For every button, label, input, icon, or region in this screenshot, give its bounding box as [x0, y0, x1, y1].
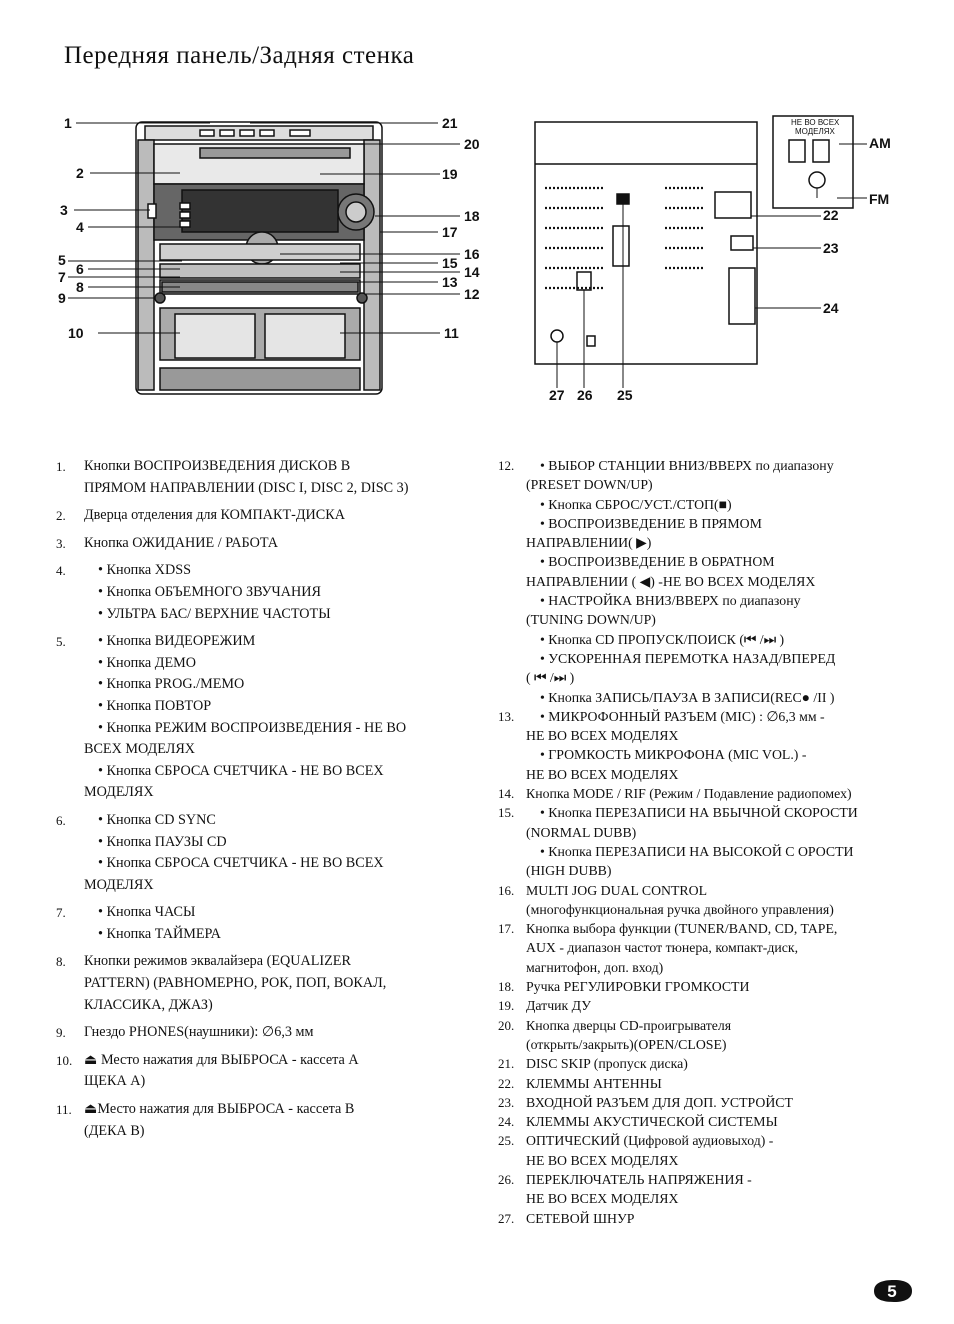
legend-item-line: КЛАССИКА, ДЖАЗ): [84, 996, 213, 1013]
legend-item-line: (ДЕКА В): [84, 1122, 145, 1139]
callout-12: 12: [464, 286, 480, 302]
legend-item-line: НЕ ВО ВСЕХ МОДЕЛЯХ: [526, 728, 679, 744]
legend-item-line: Кнопка дверцы CD-проигрывателя: [526, 1017, 732, 1033]
legend-item-line: • Кнопка ЧАСЫ: [98, 904, 196, 921]
legend-item: [498, 1054, 928, 1073]
legend-item: [498, 996, 928, 1015]
legend-item-line: НЕ ВО ВСЕХ МОДЕЛЯХ: [526, 766, 679, 782]
legend-item-number: 26.: [498, 1171, 515, 1187]
legend-item-number: 23.: [498, 1094, 515, 1110]
legend-item-line: • Кнопка ПЕРЕЗАПИСИ НА ВБЫЧНОЙ СКОРОСТИ: [540, 805, 858, 821]
legend-item-line: • Кнопка ОБЪЕМНОГО ЗВУЧАНИЯ: [98, 583, 321, 600]
legend-item-line: • Кнопка PROG./MEMO: [98, 676, 245, 693]
rear-note-line1: НЕ ВО ВСЕХ: [791, 118, 840, 127]
callout-5: 5: [58, 252, 66, 268]
callout-20: 20: [464, 136, 480, 152]
legend-item-number: 15.: [498, 805, 515, 821]
legend-item-number: 21.: [498, 1056, 515, 1072]
legend-item-number: 17.: [498, 921, 515, 937]
legend-left-column: [56, 456, 476, 1148]
legend-item-line: Кнопка выбора функции (TUNER/BAND, CD, TAPE,: [526, 921, 838, 937]
legend-item: [498, 1131, 928, 1170]
callout-25: 25: [617, 387, 633, 403]
legend-item-line: • Кнопка СБРОС/УСТ./СТОП(■): [540, 496, 732, 512]
legend-item: [498, 456, 928, 707]
page-number-badge: [870, 1278, 914, 1304]
legend-item-line: • Кнопка CD ПРОПУСК/ПОИСК (⏮ /⏭ ): [540, 631, 785, 647]
legend-item-line: ⏏ Место нажатия для ВЫБРОСА - кассета А: [84, 1051, 359, 1068]
front-panel-diagram: [50, 108, 500, 408]
legend-item-line: ВСЕХ МОДЕЛЯХ: [84, 741, 196, 758]
legend-item-line: НАПРАВЛЕНИИ( ▶): [526, 535, 652, 551]
legend-item-line: • Кнопка ЗАПИСЬ/ПАУЗА В ЗАПИСИ(REC● /II ): [540, 689, 835, 705]
legend-right-column: [498, 456, 928, 1228]
legend-item-line: • Кнопка РЕЖИМ ВОСПРОИЗВЕДЕНИЯ - НЕ ВО: [98, 719, 407, 736]
legend-item: [498, 881, 928, 920]
legend-item-line: Кнопка MODE / RIF (Режим / Подавление радиопомех): [526, 786, 852, 802]
legend-item-number: 8.: [56, 954, 66, 970]
legend-item-number: 6.: [56, 812, 66, 828]
legend-item-line: (многофункциональная ручка двойного управления): [526, 901, 834, 917]
legend-item-line: • Кнопка СБРОСА СЧЕТЧИКА - НЕ ВО ВСЕХ: [98, 855, 384, 872]
legend-item-number: 1.: [56, 459, 66, 474]
legend-item-line: ЩЕКА А): [84, 1073, 146, 1090]
callout-2: 2: [76, 165, 84, 181]
legend-item-line: • УСКОРЕННАЯ ПЕРЕМОТКА НАЗАД/ВПЕРЕД: [540, 650, 836, 666]
legend-item-line: • Кнопка XDSS: [98, 562, 192, 579]
legend-item: [56, 951, 476, 1016]
legend-item: [56, 533, 476, 555]
legend-item-line: Гнездо PHONES(наушники): ∅6,3 мм: [84, 1024, 314, 1041]
legend-item-line: AUX - диапазон частот тюнера, компакт-диск,: [526, 940, 799, 956]
legend-item: [56, 560, 476, 625]
legend-item: [498, 1209, 928, 1228]
legend-item-line: • УЛЬТРА БАС/ ВЕРХНИЕ ЧАСТОТЫ: [98, 605, 331, 622]
legend-item: [56, 505, 476, 527]
callout-6: 6: [76, 261, 84, 277]
legend-item-number: 7.: [56, 905, 66, 921]
legend-item: [498, 803, 928, 880]
legend-item-line: МОДЕЛЯХ: [84, 784, 154, 801]
legend-item-line: • Кнопка ПОВТОР: [98, 697, 212, 714]
legend-item-line: Датчик ДУ: [526, 998, 592, 1014]
legend-item: [498, 1074, 928, 1093]
callout-9: 9: [58, 290, 66, 306]
legend-item-number: 3.: [56, 535, 66, 551]
legend-item-line: магнитофон, доп. вход): [526, 959, 664, 975]
legend-item: [498, 1112, 928, 1131]
legend-item-line: • Кнопка CD SYNC: [98, 811, 216, 828]
legend-item-line: (TUNING DOWN/UP): [526, 612, 656, 628]
legend-item-number: 19.: [498, 998, 515, 1014]
am-label: AM: [869, 135, 891, 151]
legend-item: [498, 1170, 928, 1209]
callout-3: 3: [60, 202, 68, 218]
legend-item-line: • МИКРОФОННЫЙ РАЗЪЕМ (MIC) : ∅6,3 мм -: [540, 708, 825, 724]
legend-item-number: 11.: [56, 1102, 72, 1118]
legend-item-line: • Кнопка ПАУЗЫ CD: [98, 833, 227, 850]
legend-item-number: 9.: [56, 1025, 66, 1041]
legend-item-number: 18.: [498, 979, 515, 995]
legend-item-number: 4.: [56, 563, 66, 579]
legend-item-line: Кнопки ВОСПРОИЗВЕДЕНИЯ ДИСКОВ В: [84, 458, 351, 474]
callout-18: 18: [464, 208, 480, 224]
callout-11: 11: [444, 325, 459, 341]
callout-17: 17: [442, 224, 458, 240]
page-number: 5: [887, 1282, 897, 1301]
legend-item-line: • ВОСПРОИЗВЕДЕНИЕ В ПРЯМОМ: [540, 515, 762, 531]
callout-8: 8: [76, 279, 84, 295]
legend-item: [498, 707, 928, 784]
legend-item-line: • ВЫБОР СТАНЦИИ ВНИЗ/ВВЕРХ по диапазону: [540, 458, 834, 473]
legend-item-number: 22.: [498, 1075, 515, 1091]
legend-item-number: 12.: [498, 458, 515, 473]
legend-item-line: • ГРОМКОСТЬ МИКРОФОНА (MIC VOL.) -: [540, 747, 807, 763]
legend-item-line: ОПТИЧЕСКИЙ (Цифровой аудиовыход) -: [526, 1133, 774, 1149]
legend-item: [498, 919, 928, 977]
legend-item-line: ⏏Место нажатия для ВЫБРОСА - кассета В: [84, 1101, 355, 1118]
legend-item-line: • Кнопка ВИДЕОРЕЖИМ: [98, 633, 256, 650]
legend-item-line: КЛЕММЫ АНТЕННЫ: [526, 1075, 662, 1091]
legend-item-number: 27.: [498, 1210, 515, 1226]
legend-item-line: (HIGH DUBB): [526, 863, 612, 879]
callout-22: 22: [823, 207, 839, 223]
legend-item-line: ( ⏮ /⏭ ): [526, 670, 575, 686]
legend-item: [56, 631, 476, 804]
legend-item-line: Дверца отделения для КОМПАКТ-ДИСКА: [84, 507, 345, 524]
legend-item-line: • ВОСПРОИЗВЕДЕНИЕ В ОБРАТНОМ: [540, 554, 775, 570]
legend-item-line: MULTI JOG DUAL CONTROL: [526, 882, 708, 898]
callout-24: 24: [823, 300, 839, 316]
legend-item-line: НЕ ВО ВСЕХ МОДЕЛЯХ: [526, 1191, 679, 1207]
callout-26: 26: [577, 387, 593, 403]
rear-note-line2: МОДЕЛЯХ: [795, 127, 835, 136]
legend-item-line: КЛЕММЫ АКУСТИЧЕСКОЙ СИСТЕМЫ: [526, 1114, 778, 1130]
legend-item-line: Кнопка ОЖИДАНИЕ / РАБОТА: [84, 534, 279, 551]
legend-item-number: 20.: [498, 1017, 515, 1033]
legend-item: [56, 1050, 476, 1093]
callout-10: 10: [68, 325, 84, 341]
legend-item-line: (PRESET DOWN/UP): [526, 477, 653, 493]
legend-item-line: ПЕРЕКЛЮЧАТЕЛЬ НАПРЯЖЕНИЯ -: [526, 1171, 752, 1187]
callout-4: 4: [76, 219, 84, 235]
legend-item-number: 24.: [498, 1114, 515, 1130]
legend-item: [498, 784, 928, 803]
legend-item-line: • Кнопка ТАЙМЕРА: [98, 925, 221, 942]
legend-item-line: ВХОДНОЙ РАЗЪЕМ ДЛЯ ДОП. УСТРОЙСТ: [526, 1094, 793, 1110]
legend-item: [56, 902, 476, 945]
callout-7: 7: [58, 269, 66, 285]
legend-item: [56, 456, 476, 499]
legend-item-line: МОДЕЛЯХ: [84, 876, 154, 893]
legend-item: [498, 1093, 928, 1112]
legend-item-line: • Кнопка ПЕРЕЗАПИСИ НА ВЫСОКОЙ С ОРОСТИ: [540, 843, 854, 859]
callout-15: 15: [442, 255, 458, 271]
callout-1: 1: [64, 115, 72, 131]
legend-item-number: 14.: [498, 786, 515, 802]
legend-item-line: (NORMAL DUBB): [526, 824, 637, 840]
legend-item-line: PATTERN) (РАВНОМЕРНО, РОК, ПОП, ВОКАЛ,: [84, 975, 387, 992]
legend-item-line: • НАСТРОЙКА ВНИЗ/ВВЕРХ по диапазону: [540, 593, 801, 609]
legend-item-line: НАПРАВЛЕНИИ ( ◀) -НЕ ВО ВСЕХ МОДЕЛЯХ: [526, 573, 816, 589]
callout-16: 16: [464, 246, 480, 262]
legend-item: [498, 1016, 928, 1055]
legend-item-number: 16.: [498, 882, 515, 898]
legend-item: [56, 810, 476, 896]
legend-item-line: DISC SKIP (пропуск диска): [526, 1056, 688, 1072]
callout-21: 21: [442, 115, 458, 131]
callout-23: 23: [823, 240, 839, 256]
callout-14: 14: [464, 264, 480, 280]
legend-item-line: СЕТЕВОЙ ШНУР: [526, 1210, 635, 1226]
legend-item-line: НЕ ВО ВСЕХ МОДЕЛЯХ: [526, 1152, 679, 1168]
legend-item-number: 5.: [56, 634, 66, 650]
legend-item-line: (открыть/закрыть)(OPEN/CLOSE): [526, 1036, 727, 1052]
fm-label: FM: [869, 191, 890, 207]
legend-item: [56, 1022, 476, 1044]
legend-item: [498, 977, 928, 996]
rear-panel-diagram: [525, 108, 905, 408]
legend-item-number: 25.: [498, 1133, 515, 1149]
callout-19: 19: [442, 166, 458, 182]
legend-item-line: • Кнопка ДЕМО: [98, 654, 196, 671]
legend-item-line: ПРЯМОМ НАПРАВЛЕНИИ (DISC I, DISC 2, DISC 3): [84, 479, 409, 496]
callout-13: 13: [442, 274, 458, 290]
legend-item: [56, 1099, 476, 1142]
legend-item-number: 10.: [56, 1052, 73, 1068]
legend-item-number: 2.: [56, 508, 66, 524]
legend-item-line: • Кнопка СБРОСА СЧЕТЧИКА - НЕ ВО ВСЕХ: [98, 762, 384, 779]
legend-item-line: Кнопки режимов эквалайзера (EQUALIZER: [84, 953, 351, 970]
callout-27: 27: [549, 387, 565, 403]
page-title: Передняя панель/Задняя стенка: [64, 42, 415, 69]
legend-item-number: 13.: [498, 708, 515, 724]
legend-item-line: Ручка РЕГУЛИРОВКИ ГРОМКОСТИ: [526, 979, 750, 995]
